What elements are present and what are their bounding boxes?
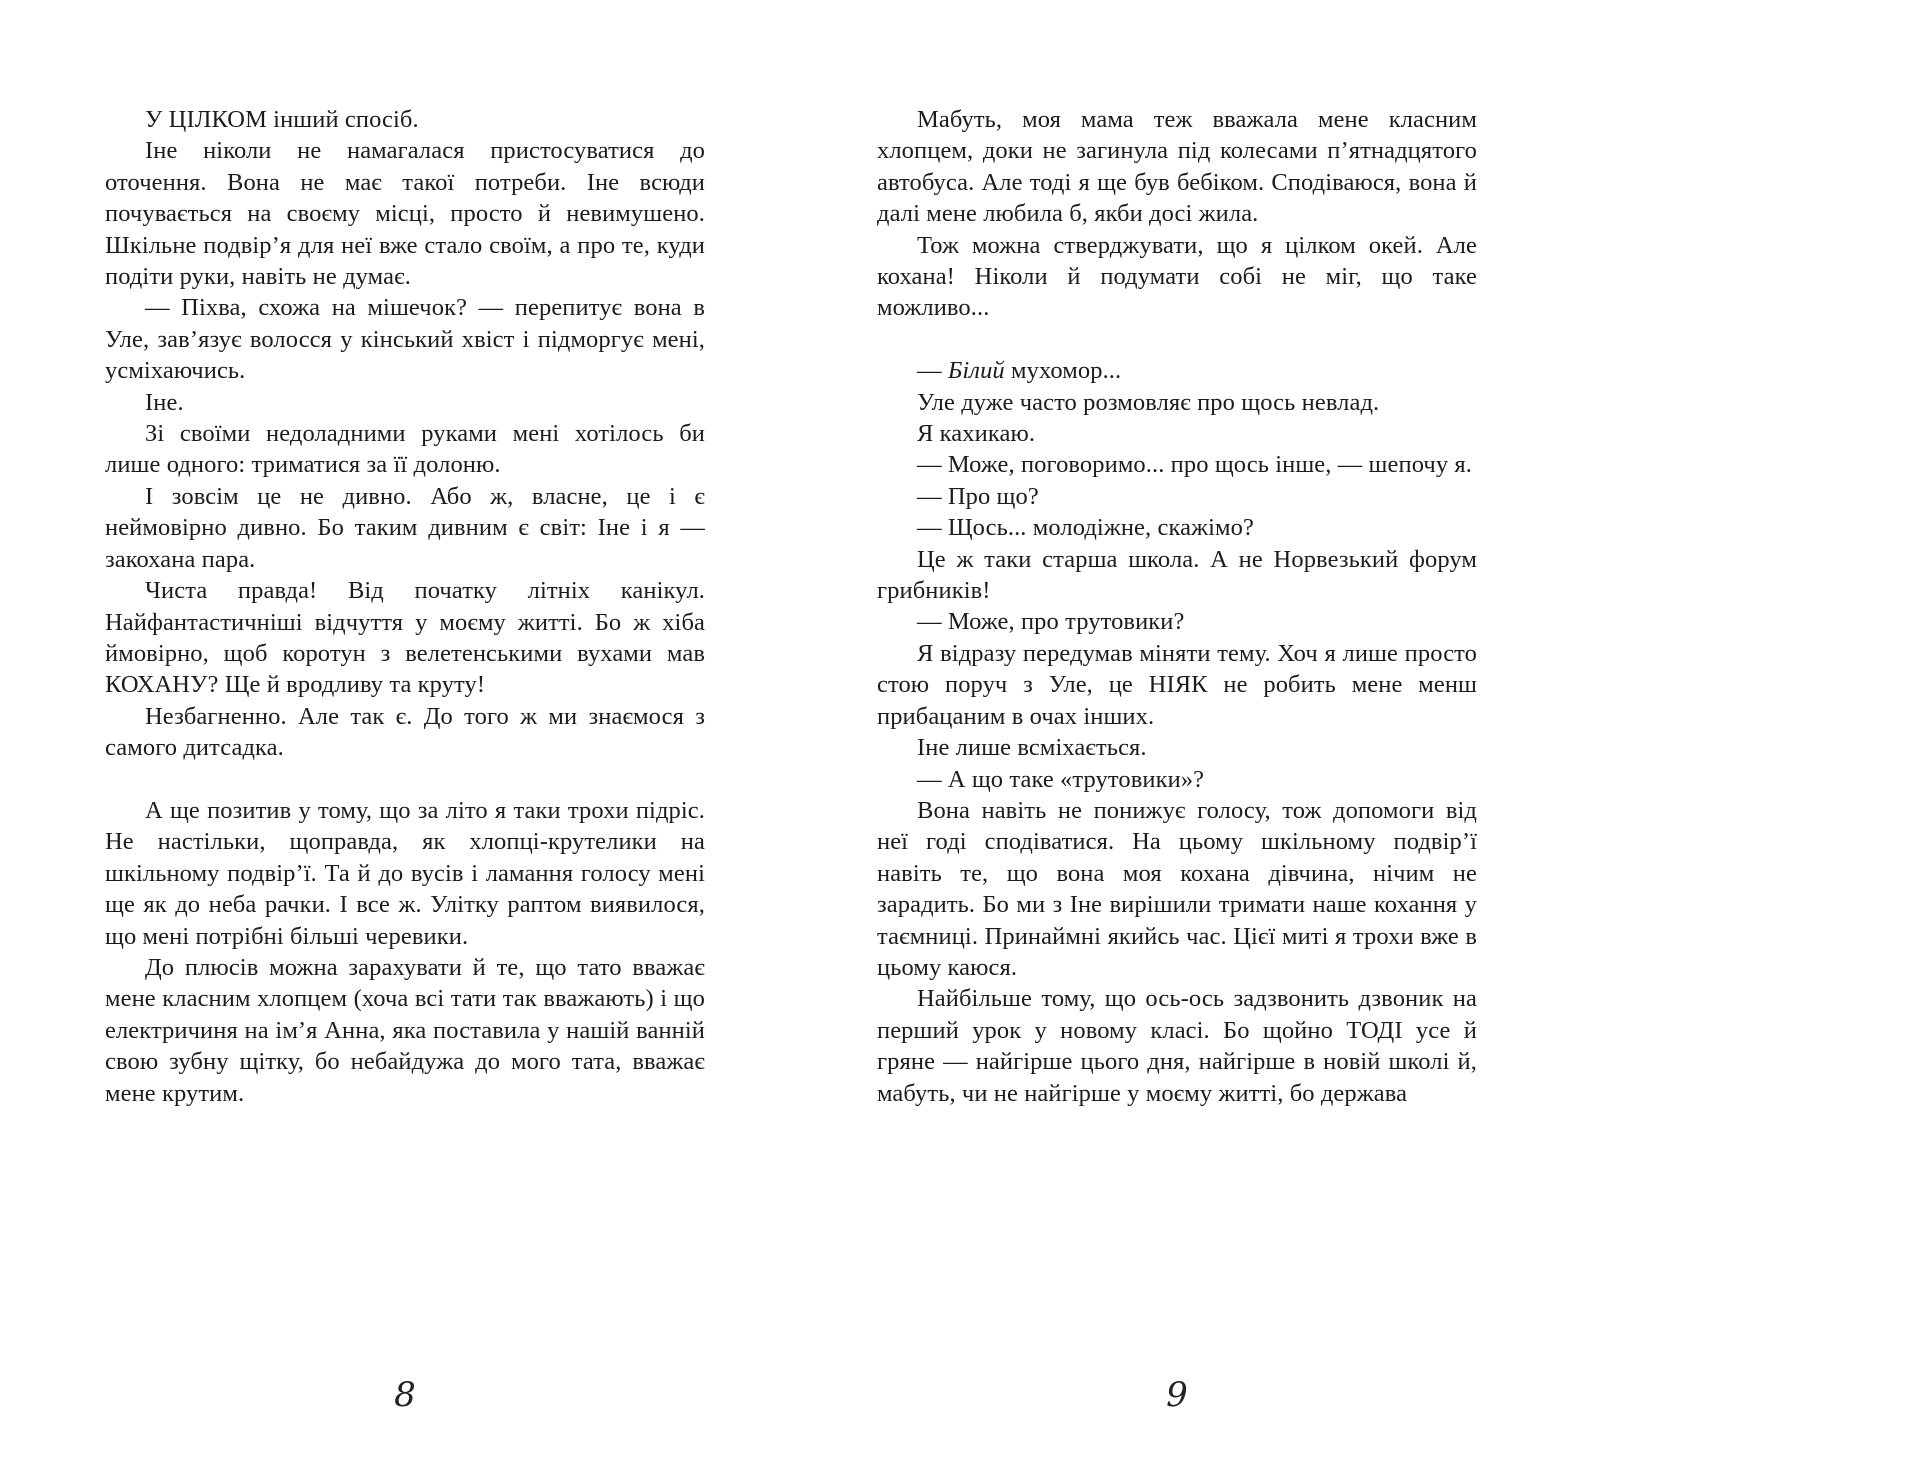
text-segment: Чиста правда! Від початку літніх канікул. Найфантастичніші відчуття у моєму житті. Бо ж хіба ймовірно, щоб коротун з велетенськими вухами мав КОХАНУ? Ще й вродливу та круту! <box>105 577 705 699</box>
page-left-number: 8 <box>394 1375 416 1415</box>
text-segment: — А що таке «трутовики»? <box>917 765 1205 793</box>
paragraph <box>877 544 1477 607</box>
text-segment: У ЦІЛКОМ інший спосіб. <box>145 106 419 133</box>
paragraph <box>877 983 1477 1109</box>
text-segment-italic: Білий <box>947 357 1005 385</box>
text-segment: Незбагненно. Але так є. До того ж ми знаємося з самого дитсадка. <box>105 702 705 762</box>
paragraph <box>105 575 705 701</box>
text-segment: Вона навіть не понижує голосу, тож допомоги від неї годі сподіватися. На цьому шкільному подвір’ї навіть те, що вона моя кохана дівчина, нічим не зарадить. Бо ми з Іне вирішили тримати наше кохання у таємниці. Принаймні якийсь час. Цієї миті я трохи вже в цьому каюся. <box>877 796 1477 981</box>
paragraph <box>105 418 705 481</box>
text-segment: Я відразу передумав міняти тему. Хоч я лише просто стою поруч з Уле, це НІЯК не робить мене менш прибацаним в очах інших. <box>877 639 1477 730</box>
text-segment: — <box>917 357 948 385</box>
text-segment: — Може, поговоримо... про щось інше, — шепочу я. <box>917 451 1473 479</box>
text-segment: Іне. <box>145 388 184 416</box>
paragraph <box>877 104 1477 230</box>
text-segment: Мабуть, моя мама теж вважала мене класним хлопцем, доки не загинула під колесами п’ятнадцятого автобуса. Але тоді я ще був бебіком. Сподіваюся, вона й далі мене любила б, якби досі жила. <box>877 106 1477 228</box>
page-right-text-block <box>877 104 1477 1109</box>
text-segment: — Про що? <box>917 482 1039 510</box>
paragraph <box>105 481 705 575</box>
text-segment: Іне лише всміхається. <box>917 734 1147 762</box>
text-segment: А ще позитив у тому, що за літо я таки трохи підріс. Не настільки, щоправда, як хлопці-крутелики на шкільному подвір’ї. Та й до вусів і ламання голосу мені ще як до неба рачки. І все ж. Улітку раптом виявилося, що мені потрібні більші черевики. <box>105 796 705 950</box>
paragraph <box>877 795 1477 983</box>
text-segment: Тож можна стверджувати, що я цілком окей. Але кохана! Ніколи й подумати собі не міг, що таке можливо... <box>877 231 1477 322</box>
text-segment: До плюсів можна зарахувати й те, що тато вважає мене класним хлопцем (хоча всі тати так вважають) і що електричиня на ім’я Анна, яка поставила у нашій ванній свою зубну щітку, бо небайдужа до мого тата, вважає мене крутим. <box>105 953 705 1107</box>
paragraph <box>105 795 705 952</box>
text-segment: Найбільше тому, що ось-ось задзвонить дзвоник на перший урок у новому класі. Бо щойно ТОДІ усе й гряне — найгірше цього дня, найгірше в новій школі й, мабуть, чи не найгірше у моєму житті, бо держава <box>877 985 1477 1107</box>
paragraph <box>877 606 1477 637</box>
paragraph <box>877 764 1477 795</box>
book-page-left <box>105 0 705 1477</box>
paragraph <box>877 732 1477 763</box>
paragraph <box>105 292 705 386</box>
book-page-right <box>877 0 1477 1477</box>
text-segment: Це ж таки старша школа. А не Норвезький форум грибників! <box>877 545 1477 605</box>
paragraph <box>877 230 1477 324</box>
paragraph <box>877 638 1477 732</box>
page-left-text-block <box>105 104 705 1109</box>
paragraph <box>105 701 705 764</box>
text-segment: мухомор... <box>1004 357 1122 385</box>
text-segment: Іне ніколи не намагалася пристосуватися до оточення. Вона не має такої потреби. Іне всюди почувається на своєму місці, просто й невимушено. Шкільне подвір’я для неї вже стало своїм, а про те, куди подіти руки, навіть не думає. <box>105 137 705 291</box>
paragraph <box>877 481 1477 512</box>
paragraph <box>877 418 1477 449</box>
page-right-number: 9 <box>1166 1375 1188 1415</box>
paragraph <box>105 952 705 1109</box>
text-segment: — Піхва, схожа на мішечок? — перепитує вона в Уле, зав’язує волосся у кінський хвіст і підморгує мені, усміхаючись. <box>105 294 705 385</box>
paragraph <box>877 355 1477 386</box>
paragraph <box>105 387 705 418</box>
text-segment: Зі своїми недоладними руками мені хотілось би лише одного: триматися за її долоню. <box>105 420 705 479</box>
paragraph <box>877 512 1477 543</box>
paragraph <box>105 135 705 292</box>
paragraph <box>877 387 1477 418</box>
paragraph <box>877 449 1477 480</box>
text-segment: — Може, про трутовики? <box>917 608 1185 636</box>
text-segment: Уле дуже часто розмовляє про щось невлад. <box>917 388 1380 416</box>
text-segment: Я кахикаю. <box>917 420 1036 448</box>
text-segment: І зовсім це не дивно. Або ж, власне, це і є неймовірно дивно. Бо таким дивним є світ: Іне і я — закохана пара. <box>105 482 705 573</box>
text-segment: — Щось... молодіжне, скажімо? <box>917 514 1254 542</box>
paragraph <box>105 104 705 135</box>
